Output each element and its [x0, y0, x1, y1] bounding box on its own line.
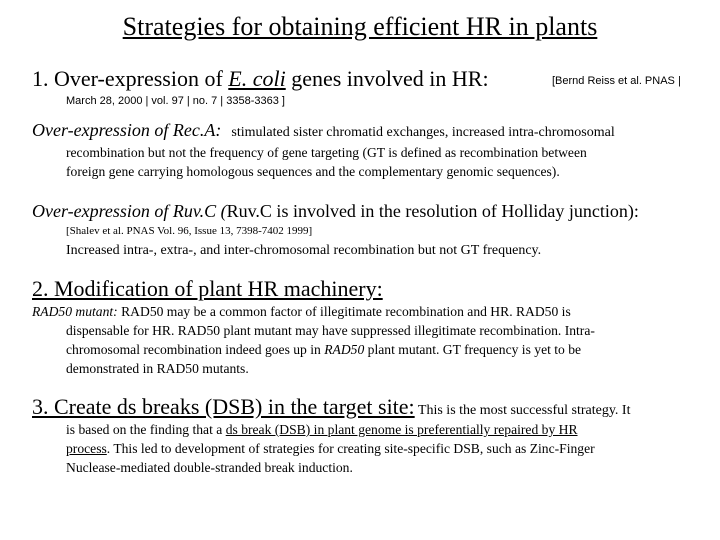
- ruvc-description: Ruv.C is involved in the resolution of Holliday junction):: [226, 201, 639, 221]
- section-2-paragraph: [32, 302, 696, 378]
- section-3-paragraph: [66, 420, 696, 477]
- reca-text-line-3: foreign gene carrying homologous sequences and the complementary genomic sequences).: [66, 164, 560, 179]
- section-3-line-4: Nuclease-mediated double-stranded break induction.: [66, 460, 353, 475]
- reca-label: Over-expression of Rec.A:: [32, 120, 222, 140]
- section-3-heading: 3. Create ds breaks (DSB) in the target site:: [32, 394, 415, 419]
- rad50-mutant-label: RAD50 mutant:: [32, 304, 118, 319]
- section-3-line-3-text: . This led to development of strategies for creating site-specific DSB, such as Zinc-Finger: [106, 441, 595, 456]
- reca-text-line-2: recombination but not the frequency of gene targeting (GT is defined as recombination between: [66, 145, 587, 160]
- section-2-line-3: [32, 340, 696, 359]
- section-2-line-4: demonstrated in RAD50 mutants.: [66, 361, 249, 376]
- ruvc-line: [32, 201, 639, 222]
- ruvc-citation: [Shalev et al. PNAS Vol. 96, Issue 13, 7398-7402 1999]: [66, 225, 313, 237]
- section-1-citation-part-a: [Bernd Reiss et al. PNAS |: [552, 75, 681, 87]
- section-1-heading: [32, 66, 489, 92]
- section-3-line-3-process: process: [66, 441, 107, 456]
- slide-title: Strategies for obtaining efficient HR in plants: [122, 12, 598, 41]
- ruvc-result: Increased intra-, extra-, and inter-chromosomal recombination but not GT frequency.: [66, 243, 542, 258]
- section-2-line-1-text: RAD50 may be a common factor of illegitimate recombination and HR. RAD50 is: [117, 304, 571, 319]
- section-2-line-3-part-c: plant mutant. GT frequency is yet to be: [364, 342, 582, 357]
- section-3-line-1-tail: This is the most successful strategy. It: [414, 403, 631, 418]
- section-3-line-2: [66, 420, 696, 439]
- section-3-line-2-part-a: is based on the finding that a: [66, 422, 226, 437]
- section-3-line-2-underlined: ds break (DSB) in plant genome is preferentially repaired by HR: [225, 422, 578, 437]
- section-1-heading-part-c: genes involved in HR:: [285, 66, 489, 91]
- section-3-first-line: [32, 394, 630, 420]
- reca-paragraph: [66, 143, 696, 181]
- section-2-line-1: [32, 302, 696, 321]
- section-2-line-2: dispensable for HR. RAD50 plant mutant may have suppressed illegitimate recombination. Intra-: [66, 323, 595, 338]
- ruvc-label: Over-expression of Ruv.C (: [32, 201, 227, 221]
- reca-text-line-1: stimulated sister chromatid exchanges, increased intra-chromosomal: [231, 125, 615, 140]
- section-1-heading-part-a: 1. Over-expression of: [32, 66, 229, 91]
- section-1-citation-part-b: March 28, 2000 | vol. 97 | no. 7 | 3358-3363 ]: [66, 95, 285, 107]
- section-1-heading-organism: E. coli: [228, 66, 286, 91]
- reca-line: [32, 120, 615, 141]
- section-2-heading: 2. Modification of plant HR machinery:: [32, 276, 383, 301]
- section-3-line-3: [66, 439, 696, 458]
- section-2-line-3-part-a: chromosomal recombination indeed goes up in: [66, 342, 325, 357]
- section-2-line-3-rad50: RAD50: [324, 342, 365, 357]
